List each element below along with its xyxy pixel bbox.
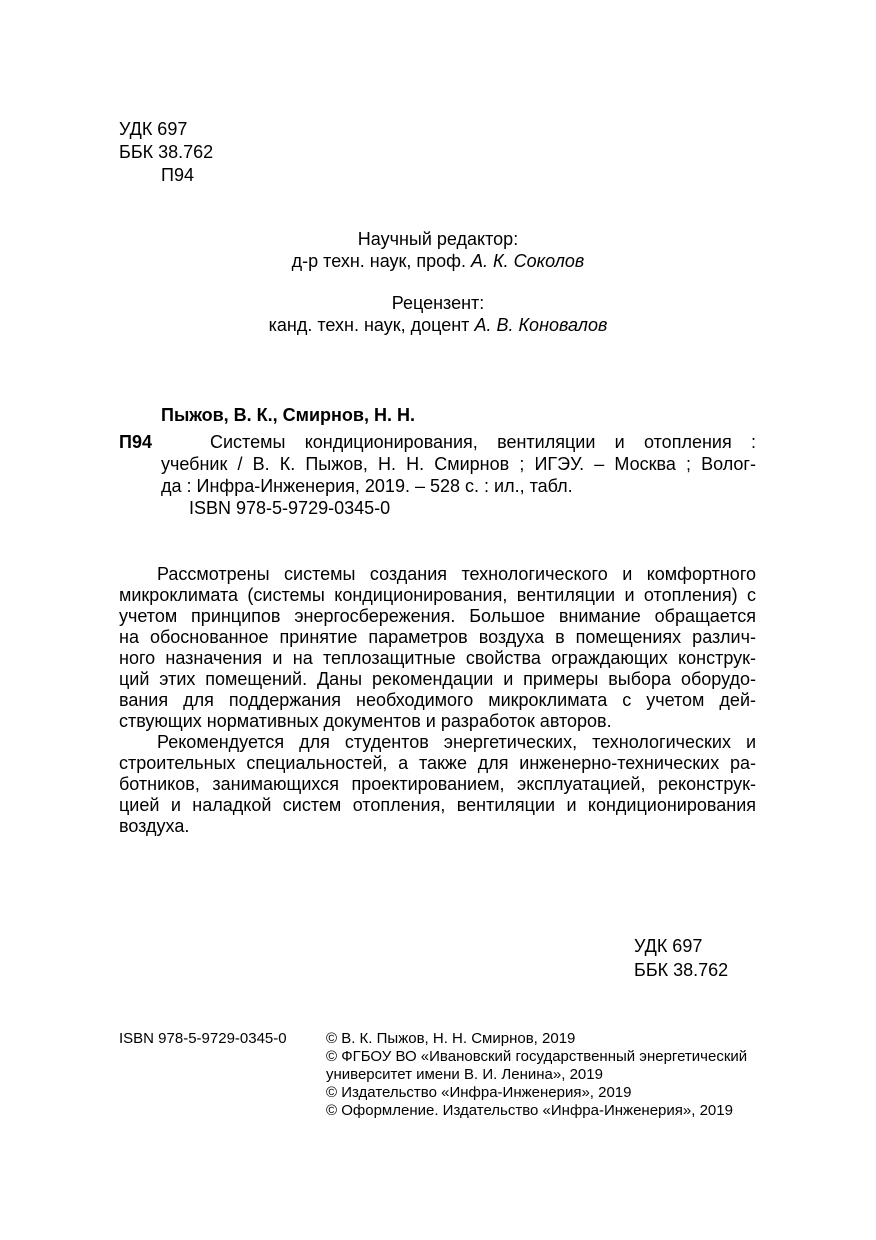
abstract-line: Рассмотрены системы создания технологического и комфортного xyxy=(157,564,756,584)
bibliography-isbn: ISBN 978-5-9729-0345-0 xyxy=(189,498,391,518)
copyright-block xyxy=(326,1030,747,1120)
editor-line xyxy=(0,250,876,272)
abstract-line: ствующих нормативных документов и разработок авторов. xyxy=(119,711,612,731)
udk-code-bottom: УДК 697 xyxy=(634,936,703,956)
abstract-line: строительных специальностей, а также для инженерно-технических ра- xyxy=(119,753,756,773)
abstract-line: микроклимата (системы кондиционирования, вентиляции и отопления) с xyxy=(119,585,756,605)
bibliography-line: учебник / В. К. Пыжов, Н. Н. Смирнов ; ИГЭУ. – Москва ; Волог- xyxy=(161,454,756,474)
author-mark-top: П94 xyxy=(161,165,194,185)
bbk-code-top: ББК 38.762 xyxy=(119,142,214,162)
abstract-line: воздуха. xyxy=(119,816,190,836)
abstract-line: вания для поддержания необходимого микроклимата с учетом дей- xyxy=(119,690,756,710)
bibliography-authors: Пыжов, В. К., Смирнов, Н. Н. xyxy=(161,405,415,425)
editor-label: Научный редактор: xyxy=(357,229,519,249)
abstract-line: ций этих помещений. Даны рекомендации и примеры выбора оборудо- xyxy=(119,669,756,689)
copyright-line: © ФГБОУ ВО «Ивановский государственный энергетический xyxy=(326,1048,748,1065)
bibliography-code: П94 xyxy=(119,432,152,452)
bibliography-line: Системы кондиционирования, вентиляции и отопления : xyxy=(210,432,756,452)
abstract-line: Рекомендуется для студентов энергетических, технологических и xyxy=(157,732,756,752)
abstract-line: ного назначения и на теплозащитные свойства ограждающих конструк- xyxy=(119,648,756,668)
bbk-code-bottom: ББК 38.762 xyxy=(634,960,729,980)
bibliography-body xyxy=(161,431,756,519)
abstract xyxy=(119,563,756,836)
abstract-line: на обоснованное принятие параметров воздуха в помещениях различ- xyxy=(119,627,756,647)
copyright-line: © Издательство «Инфра-Инженерия», 2019 xyxy=(326,1084,632,1101)
abstract-line: учетом принципов энергосбережения. Большое внимание обращается xyxy=(119,606,756,626)
udk-code-top: УДК 697 xyxy=(119,119,188,139)
copyright-line: © Оформление. Издательство «Инфра-Инженерия», 2019 xyxy=(326,1102,733,1119)
editor-name: А. К. Соколов xyxy=(471,251,585,271)
reviewer-credentials: канд. техн. наук, доцент xyxy=(268,315,470,335)
editor-credentials: д-р техн. наук, проф. xyxy=(291,251,466,271)
reviewer-line xyxy=(0,314,876,336)
copyright-line: университет имени В. И. Ленина», 2019 xyxy=(326,1066,603,1083)
abstract-line: цией и наладкой систем отопления, вентиляции и кондиционирования xyxy=(119,795,756,815)
reviewer-name: А. В. Коновалов xyxy=(474,315,608,335)
isbn-bottom: ISBN 978-5-9729-0345-0 xyxy=(119,1030,287,1047)
abstract-line: ботников, занимающихся проектированием, эксплуатацией, реконструк- xyxy=(119,774,756,794)
reviewer-label: Рецензент: xyxy=(391,293,485,313)
copyright-line: © В. К. Пыжов, Н. Н. Смирнов, 2019 xyxy=(326,1030,576,1047)
bibliography-line: да : Инфра-Инженерия, 2019. – 528 с. : ил., табл. xyxy=(161,476,573,496)
